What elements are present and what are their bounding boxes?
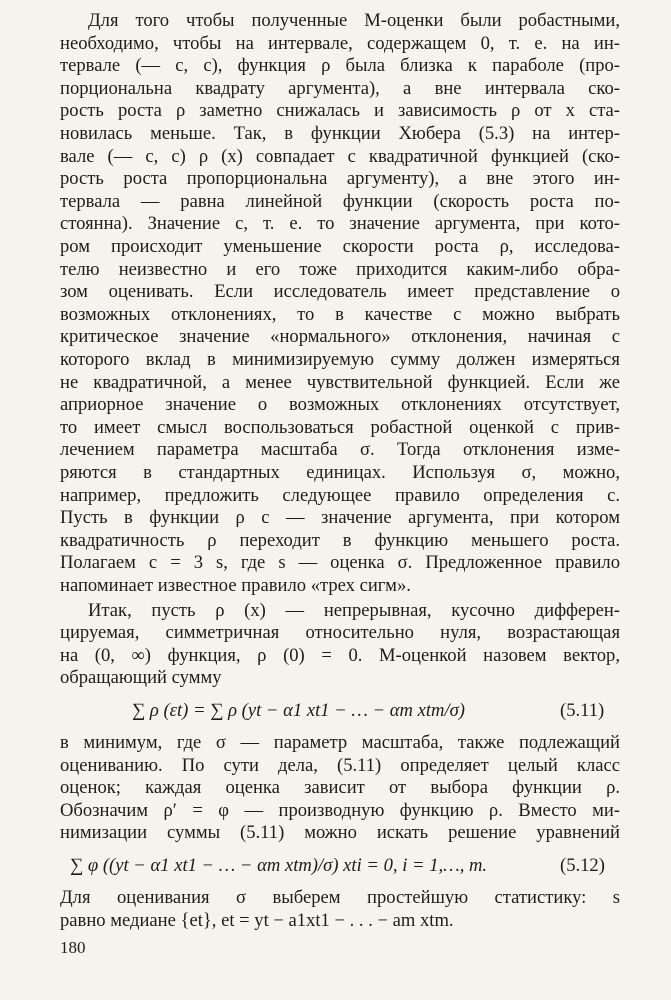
text-line: критическое значение «нормального» отклонения, начиная с [60,326,620,348]
text-line: рость роста пропорциональна аргументу), а вне этого ин- [60,168,620,190]
text-line: не квадратичной, а менее чувствительной функцией. Если же [60,371,620,393]
text-line: тервала — равна линейной функции (скорость роста по- [60,190,620,212]
text-line: необходимо, чтобы на интервале, содержащем 0, т. е. на ин- [60,32,620,54]
text-line: ряются в стандартных единицах. Используя σ, можно, [60,462,620,483]
text-line: цируемая, симметричная относительно нуля, возрастающая [60,622,620,644]
text-line: равно медиане {et}, et = yt − a1xt1 − . . . − am xtm. [60,909,454,931]
text-line: Полагаем c = 3 s, где s — оценка σ. Предложенное правило [60,552,620,574]
text-line: квадратичность ρ переходит в функцию меньшего роста. [60,529,620,551]
formula-5-11: ∑ ρ (εt) = ∑ ρ (yt − α1 xt1 − … − αm xtm/σ) [132,700,465,721]
formula-5-12: ∑ φ ((yt − α1 xt1 − … − αm xtm)/σ) xti = 0, i = 1,…, m. [70,855,488,876]
text-line: возможных отклонениях, то в качестве c можно выбрать [60,303,620,325]
text-line: оценок; каждая оценка зависит от выбора функции ρ. [60,777,620,799]
text-line: лечением параметра масштаба σ. Тогда отклонения изме- [60,439,620,461]
text-line: стоянна). Значение c, т. е. то значение аргумента, при кото- [60,213,620,235]
text-line: нимизации суммы (5.11) можно искать решение уравнений [60,822,620,844]
equation-number: (5.12) [560,855,605,876]
text-line: в минимум, где σ — параметр масштаба, также подлежащий [60,732,620,753]
text-line: которого вклад в минимизируемую сумму должен измеряться [60,349,620,370]
text-line: порциональна квадрату аргумента), а вне интервала ско- [60,77,620,99]
page-number: 180 [60,938,86,958]
text-line: телю неизвестно и его тоже приходится каким-либо обра- [60,258,620,280]
equation-number: (5.11) [560,700,605,721]
text-line: напоминает известное правило «трех сигм». [60,575,411,596]
text-line: то имеет смысл воспользоваться робастной оценкой с прив- [60,416,620,438]
text-line: зом оценивать. Если исследователь имеет представление о [60,281,620,303]
text-line: Для того чтобы полученные М-оценки были робастными, [88,10,620,31]
text-line: тервале (— c, c), функция ρ была близка к параболе (про- [60,55,620,77]
text-line: априорное значение о возможных отклонениях отсутствует, [60,394,620,416]
text-line: оцениванию. По сути дела, (5.11) определяет целый класс [60,754,620,776]
text-line: на (0, ∞) функция, ρ (0) = 0. М-оценкой назовем вектор, [60,644,620,666]
text-line: вале (— c, c) ρ (x) совпадает с квадратичной функцией (ско- [60,145,620,167]
text-line: например, предложить следующее правило определения c. [60,484,620,506]
text-line: Для оценивания σ выберем простейшую статистику: s [60,887,620,908]
text-line: рость роста ρ заметно снижалась и зависимость ρ от x ста- [60,100,620,122]
text-line: Пусть в функции ρ c — значение аргумента, при котором [60,507,620,529]
text-line: обращающий сумму [60,667,222,689]
text-line: Обозначим ρ′ = φ — производную функцию ρ. Вместо ми- [60,799,620,821]
text-line: Итак, пусть ρ (x) — непрерывная, кусочно дифферен- [88,599,620,621]
text-line: ром происходит уменьшение скорости роста ρ, исследова- [60,236,620,257]
text-line: новилась меньше. Так, в функции Хюбера (5.3) на интер- [60,123,620,144]
